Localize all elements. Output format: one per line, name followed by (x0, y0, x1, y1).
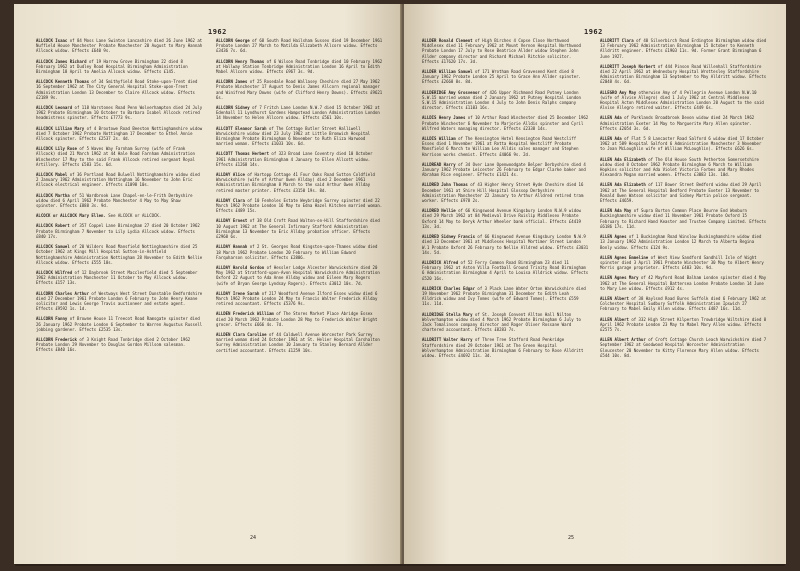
probate-entry (216, 151, 384, 167)
right-page-number: 25 (568, 535, 575, 541)
probate-entry (422, 234, 590, 255)
probate-entry (36, 213, 204, 218)
probate-entry (216, 218, 384, 239)
entry-text: of 3 Knight Road Tonbridge died 2 October 1962 Probate London 29 November to Douglas Gordon Millsom salesman. Effects £840 16s. (36, 336, 191, 353)
probate-entry (36, 79, 204, 100)
entry-text: of 44 Caldwell Avenue Worcester Park Surrey married woman died 24 October 1961 at St. Helier Hospital Carshalton Surrey Administration London 10 January to Stanley Bernard Allder certified accountant. Effects £1259 10s. (216, 331, 380, 353)
probate-entry (422, 312, 590, 333)
entry-text: of 118 Warstones Road Penn Wolverhampton died 24 July 1962 Probate Birmingham 10 October to Barbara Isabel Allcock retired headmistress spinster. Effects £7773 9s. (36, 105, 203, 121)
probate-entry (36, 337, 204, 353)
entry-name: ALLCORN Sidney (216, 105, 250, 111)
probate-entry (36, 291, 204, 312)
entry-name: ALLCORN George (216, 38, 250, 43)
entry-text: of 52 Ferry Common Road Birmingham 23 died 11 February 1962 at Aston Villa Football Ground Trinity Road Birmingham 6 Administration Birmingham 4 April to Louisa Alldrick widow. Effects £520 16s. (422, 259, 589, 281)
entry-text: of Parklands Broadbrook Devon widow died 24 March 1962 Administration Exeter 14 May to Marguerite Mary Allen spinster. Effects £2054 3s. 6d. (600, 115, 755, 131)
entry-text: of The Kensington Hotel Kensington Road Westcliff Essex died 1 November 1961 at Rotta Hospital Westcliff Probate Mansfield 6 March to William Leo Alldis sales manager and Stephen Harrison works chemist. Effects £4066 9s. 2d. (422, 136, 579, 157)
entry-text: of 20 Wilders Road Mansfield Nottinghamshire died 25 October 1962 at Kings Mill Hospital Sutton-in-Ashfield Nottinghamshire Administration Nottingham 28 November to Edith Nellie Allcock widow. Effects £555 18s. (36, 244, 203, 265)
probate-entry (422, 208, 590, 229)
probate-entry (216, 291, 384, 307)
probate-entry (36, 126, 204, 142)
right-column-1 (422, 38, 590, 363)
entry-name: ALLDRED Nellie (422, 208, 456, 214)
probate-entry (216, 105, 384, 121)
entry-text: of Flat 5 8 Lancaster Road Salford 6 widow died 17 October 1962 at 589 Hospital Salford 6 Administration Manchester 3 November to Joan McLoughlin wife of William McLoughlin). Effects £626 6s. (600, 136, 764, 152)
probate-entry (36, 38, 204, 54)
entry-text: of The Stores Market Place Abridge Essex died 20 March 1962 Probate London 28 May to Frederick Walter Bright grocer. Effects £666 4s. 7d. (216, 311, 378, 327)
entry-text: of 12 Daybrook Street Macclesfield died 5 September 1962 Administration Manchester 11 October to May Allcock widow. Effects £157 13s. (36, 269, 198, 286)
entry-name: ALLEN Ada Elizabeth (600, 156, 646, 162)
entry-text: of 42 Mayford Road Balham London spinster died 4 May 1962 at The General Hospital Battersea London Probate London 14 June to Mary Lee widow. Effects £912 4s. (600, 275, 767, 291)
entry-text: of 43 Higher Henry Street Hyde Cheshire died 16 December 1961 at Shire Hill Hospital Glossop Derbyshire Administration Manchester 22 January to Arthur Alldred retired tram worker. Effects £978 2s. (422, 182, 584, 204)
entry-name: ALLEN Agnes Mary (600, 275, 639, 281)
entry-name: ALLCOCK Robert (36, 223, 70, 229)
right-year: 1962 (584, 28, 603, 36)
entry-text: of 10 Fenholes Estate Weybridge Surrey spinster died 22 March 1962 Probate London 16 May to Edna Hazel Kitchen married woman. Effects £489 15s. (216, 197, 383, 214)
entry-name: ALLDERIDGE Amy Grosvenor (422, 89, 480, 95)
entry-name: ALLCOCK Leonard (36, 105, 73, 111)
entry-name: ALLCOCK Samuel (36, 244, 70, 250)
probate-entry (216, 59, 384, 75)
entry-text: of 444 Pinson Road Willenhall Staffordshire died 22 April 1962 at Wednesbury Hospital Wrottesley Staffordshire Administration Birmingham 13 September to May Alldritt widow. Effects £2048 4s. 6d. (600, 63, 767, 85)
entry-name: ALLDRICK Alfred (422, 259, 459, 265)
probate-entry (216, 265, 384, 286)
entry-text: of High Birches 4 Copse Close Northwood Middlesex died 11 February 1962 at Mount Vernon Hospital Northwood Probate London 17 July to Rose Beatrice Allder widow Stephen John Allder company director and Richard Michael Ritchie solicitor. Effects £17620 17s. 3d. (422, 38, 581, 64)
entry-text: of 3 Plack Lane Water Orton Warwickshire died 19 November 1962 Probate Birmingham 31 December to Edith Leah Alldrick widow and Ivy Tomes (wife of Edward Tomes). Effects £559 11s. 11d. (422, 285, 586, 307)
entry-text: See ALCOCK or ALLCOCK. (108, 213, 162, 219)
entry-text: of 36 Portland Road Bulwell Nottinghamshire widow died 2 January 1962 Administration Nottingham 16 November to John Eric Allcock electrical engineer. Effects £1098 10s. (36, 172, 200, 188)
entry-text: of 2 St. Georges Road Kingston-upon-Thames widow died 18 March 1962 Probate London 20 February to William Edward Farquharson solicitor. Effects £2886. (216, 244, 378, 260)
probate-entry (600, 317, 768, 333)
entry-text: of Three Tree Stafford Road Penkridge Staffordshire died 29 October 1961 at The Green Hospital Wolverhampton Administration Birmingham 6 February to Rose Alldritt widow. Effects £4692 11s. 3d. (422, 337, 584, 358)
probate-entry (422, 162, 590, 178)
entry-name: ALLCOCK Lily Rose (36, 146, 77, 152)
entry-name: ALLCOCK Mabel (36, 172, 68, 178)
entry-text: of 7 Fritch Lane London N.W.7 died 15 October 1962 at Edenhall 11 Lyndhurst Gardens Hampstead London Administration London 14 November to Helen Allcorn widow. Effects £561 10s. (216, 105, 380, 121)
probate-entry (600, 90, 768, 111)
probate-entry (600, 64, 768, 85)
probate-entry (600, 275, 768, 291)
entry-name: ALLEN Ada (600, 115, 622, 121)
probate-entry (600, 234, 768, 250)
entry-text: of 25 Rosedale Road Wallasey Cheshire died 27 May 1962 Probate Winchester 17 August to Denis James Allcorn regional manager and Winifred Mary Downs (wife of Clifford Henry Downs). Effects £9621 6s. (216, 79, 383, 100)
entry-name: ALLCOTT Thomas Herbert (216, 151, 269, 157)
entry-text: of 68 South Road Hailsham Sussex died 19 December 1961 Probate London 27 March to Matilda Elizabeth Allcorn widow. Effects £3436 7s. 6d. (216, 38, 383, 54)
entry-name: ALLDRED John Thomas (422, 182, 468, 188)
entry-name: ALLEN Albert Arthur (600, 337, 646, 343)
entry-text: of Hessler Lodge Alcester Warwickshire died 20 May 1962 at Stratford-upon-Avon Hospital Warwickshire Administration Oxford 22 August to Ada Anne Allday widow and Eileen Mary Rogers (wife of Bryan George Lyndsay Rogers). Effects £3012 10s. 7d. (216, 264, 380, 286)
entry-name: ALLDAY Ernest (216, 218, 248, 224)
entry-text: of Westways West Street Dunstable Bedfordshire died 27 December 1961 Probate London 6 February to John Henry Keane solicitor and Lewis George Travis auctioneer and estate agent. Effects £9592 1s. 1d. (36, 290, 203, 312)
entry-name: ALLEN Ada Elizabeth (600, 182, 646, 188)
entry-name: ALLEN Agnes Emmeline (600, 254, 649, 260)
probate-entry (422, 38, 590, 64)
entry-name: ALLEN Agnes (600, 234, 627, 240)
entry-text: of 19 Harrow Grove Birmingham 22 died 8 February 1962 at Dudley Road Hospital Birmingham Administration Birmingham 18 April to Amelia Allcock widow. Effects £145. (36, 58, 188, 75)
entry-name: ALLDRITT Clara (600, 38, 634, 43)
entry-text: of 66 Kingswood Avenue Kingsbury London N.W.9 died 13 December 1961 at Middlesex Hospital Mortimer Street London W.1 Probate Oxford 26 February to Nellie Alldred widow. Effects £3031 14s. 5d. (422, 234, 589, 255)
entry-text: of Supra Burton Common Place Bourne End Wooburn Buckinghamshire widow died 11 November 1961 Probate Oxford 15 February to Richard Hand Keaster and Trustee Company Limited. Effects £6186 17s. 11d. (600, 208, 767, 229)
right-column-2 (600, 38, 768, 363)
probate-entry (600, 38, 768, 59)
entry-text: of 426 Upper Richmond Road Putney London S.W.15 married woman died 2 January 1962 at Putney Hospital London S.W.15 Administration London 4 July to John Denis Ralphs company director. Effects £1103 16s. (422, 89, 581, 111)
entry-text: of Browne House 11 Treecot Road Ramsgate spinster died 26 January 1962 Probate London 6 September to Warren Augustus Russell jobbing gardener. Effects £2535 13s. (36, 316, 203, 332)
entry-name: ALLCOCK Kenneth Thomas (36, 79, 89, 85)
entry-text: of 40 Silverbirch Road Erdington Birmingham widow died 13 February 1962 Administration Birmingham 15 October to Kenneth Alldritt engineer. Effects £1903 11s. 9d. Former Grant Birmingham 6 June 1927. (600, 38, 767, 59)
entry-name: ALLEN Ada (600, 136, 622, 142)
entry-name: ALLEN Ada May (600, 208, 632, 214)
entry-name: ALLDREAD Harry (422, 161, 456, 167)
probate-entry (600, 255, 768, 271)
left-column-1 (36, 38, 204, 358)
entry-name: ALLDAY Alice (216, 172, 245, 178)
probate-entry (36, 59, 204, 75)
entry-text: of Hartopp Cottage 41 Four Oaks Road Sutton Coldfield Warwickshire (wife of Arthur Owen Allday) died 2 December 1961 Administration Birmingham 8 March to the said Arthur Owen Allday retired master printer. Effects £3150 19s. 8d. (216, 172, 375, 193)
probate-entry (36, 146, 204, 167)
probate-entry (36, 172, 204, 188)
probate-entry (600, 208, 768, 229)
entry-name: ALLCORN Charles Arthur (36, 290, 89, 296)
probate-entry (216, 198, 384, 214)
entry-name: ALLCOTT Eleanor Sarah (216, 125, 267, 131)
entry-name: ALLEN Albert (600, 316, 629, 322)
entry-name: ALLCOCK Martha (36, 192, 70, 198)
entry-name: ALLDAY Clara (216, 197, 245, 203)
probate-entry (216, 311, 384, 327)
probate-entry (216, 126, 384, 147)
entry-name: ALLCOCK Wilfred (36, 269, 73, 275)
entry-name: ALLEGRO Amy May (600, 89, 637, 95)
probate-entry (422, 136, 590, 157)
probate-entry (422, 286, 590, 307)
probate-entry (216, 172, 384, 193)
entry-name: ALLDAY Hannah (216, 244, 248, 250)
entry-text: of 171 Wrotham Road Gravesend Kent died 8 January 1962 Probate London 25 April to Grace Ann Allder spinster. Effects £2668 8s. 8d. (422, 69, 581, 85)
entry-name: ALLCORN Fanny (36, 316, 68, 322)
probate-entry (36, 270, 204, 286)
entry-name: ALLDAY Irene Sarah (216, 290, 260, 296)
entry-text: of 38 Old Croft Road Walton-on-Hill Staffordshire died 10 August 1962 at The General Infirmary Stafford Administration Birmingham 13 November to Eric Allday probation officer. Effects £2968 6s. (216, 218, 380, 240)
entry-text: of 51 Wardbrook Lane Chapel-en-le-Frith Derbyshire widow died 6 April 1962 Probate Manchester 4 May to May Shaw spinster. Effects £888 3s. 9d. (36, 192, 193, 209)
probate-entry (422, 90, 590, 111)
left-column-2 (216, 38, 384, 358)
entry-text: of 84 Moss Lane Swinton Lancashire died 26 June 1962 at Nuffield House Manchester Probate Manchester 20 August to Mary Hannah Allcock widow. Effects £640 9s. (36, 38, 203, 54)
entry-text: otherwise Amy of 4 Pellegrin Avenue London N.W.10 (wife of Alvise Allegro) died 1 July 1962 at Central Middlesex Hospital Acton Middlesex Administration London 20 August to the said Alvise Allegro retired waiter. Effects £449 6s. (600, 89, 764, 111)
entry-name: ALLDRITT Joseph Norbert (600, 63, 656, 69)
entry-text: of The Cottage Butler Street Halliwell Warwickshire widow died 23 July 1962 at Little Bromwich Hospital Birmingham Probate Birmingham 6 November to Ruth Eliza Harwood married woman. Effects £1033 10s. 6d. (216, 125, 371, 147)
left-page-number: 24 (250, 535, 257, 541)
entry-name: ALLCOCK Lillian Mary (36, 125, 85, 131)
right-page (404, 4, 786, 564)
probate-entry (600, 182, 768, 203)
entry-name: ALLDIS William (422, 136, 456, 142)
entry-name: ALLDRIDGE Stella Mary (422, 311, 473, 317)
entry-name: ALLDEN Frederick William (216, 311, 274, 317)
probate-entry (422, 115, 590, 131)
left-year: 1962 (208, 28, 227, 36)
entry-text: of 34 Over Lane Openwoodgate Belper Derbyshire died 4 January 1962 Probate Leicester 26 February to Edgar Clarke baker and Abraham Rice engineer. Effects £1421 4s. (422, 161, 586, 178)
entry-name: ALLCORN Henry Thomas (216, 58, 265, 64)
probate-entry (422, 182, 590, 203)
open-book (14, 4, 786, 566)
entry-name: ALLCORN Frederick (36, 336, 77, 342)
entry-text: of 357 Coppel Lane Birmingham 27 died 20 October 1962 Probate Birmingham 7 November to Lily Lydia Allcock widow. Effects £840 17s. (36, 223, 200, 239)
entry-text: of St. Joseph Convent Allton Hall Nilton Wolverhampton widow died 4 March 1962 Probate Birmingham 6 July to Jack Tomalinson company director and Roger Oliver Rossane Ward chartered accountant. Effects £8283 7s. (422, 311, 581, 333)
probate-entry (600, 337, 768, 358)
entry-name: ALLDER Ronald Clement (422, 38, 473, 43)
probate-entry (36, 244, 204, 265)
entry-text: of 5 Waves Way Farnham Surrey (wife of Frank Allcock) died 21 March 1962 at 44 Hale Road Farnham Administration Winchester 17 May to the said Frank Allcock retired sergeant Royal Artillery. Effects £583 15s. 6d. (36, 146, 195, 167)
probate-entry (600, 115, 768, 131)
entry-name: ALLCOCK Isaac (36, 38, 68, 43)
probate-entry (216, 79, 384, 100)
entry-text: of 6 Wilson Road Tonbridge died 10 February 1962 at Hallway Station Tonbridge Administration London 16 April to Edith Mabel Allcorn widow. Effects £967 3s. 9d. (216, 58, 383, 75)
entry-text: of Croft Cottage Church Leach Warwickshire died 7 September 1962 at Goodwood Hospital Worcester Administration Gloucester 20 November to Kitty Florence Mary Allen widow. Effects £544 10s. 8d. (600, 337, 767, 358)
entry-text: of 217 Woodford Avenue Ilford Essex widow died 6 March 1962 Probate London 24 May to Francis Walter Frederick Allday retired accountant. Effects £5376 9s. (216, 290, 378, 307)
entry-text: of 1 Buckingham Road Winslow Buckinghamshire widow died 13 January 1962 Administration London 12 March to Alberta Regina Bonly widow. Effects £124 9s. (600, 234, 762, 250)
entry-name: ALLEN Albert (600, 295, 629, 301)
entry-text: of 34 Smithyfield Road Stoke-upon-Trent died 16 September 1962 at The City General Hospital Stoke-upon-Trent Administration London 13 December to Claire Allcock widow. Effects £2189 9s. (36, 79, 198, 100)
entry-text: of The Old House South Petherton Somersetshire widow died 8 October 1962 Probate Birmingham 6 March to William Hopkins solicitor and Ada Violet Victoria Forbes and Mary Rhodes Alexandra Mogan married women. Effects £3083 13s. 10d. (600, 156, 759, 178)
probate-entry (216, 332, 384, 353)
entry-name: ALLDRICK Charles Edgar (422, 285, 475, 291)
probate-entry (36, 316, 204, 332)
entry-name: ALCOCK or ALLCOCK Mary Ellen. (36, 213, 106, 219)
entry-name: ALLDER William Samuel (422, 69, 473, 75)
entry-text: of 38 Haylsnd Road Bures Suffolk died 6 February 1962 at Colchester Hospital Sudbury Suffolk Administration Ipswich 27 February to Mabel Emily Allen widow. Effects £487 16s. 11d. (600, 295, 767, 312)
probate-entry (600, 136, 768, 152)
entry-name: ALLDRED Sidney Francis (422, 234, 475, 240)
probate-entry (422, 337, 590, 358)
probate-entry (600, 157, 768, 178)
entry-name: ALLDIS Henry James (422, 115, 466, 121)
probate-entry (36, 105, 204, 121)
entry-name: ALLDRITT Walter Harry (422, 337, 473, 343)
entry-text: of 117 Bower Street Bedford widow died 29 April 1962 at The General Hospital Bedford Probate Exeter 13 November to Ronald Owen Watson solicitor and Sidney Martin police sergeant. Effects £4659. (600, 182, 762, 204)
probate-entry (36, 223, 204, 239)
entry-text: of 10 Arthur Road Winchester died 25 December 1962 Probate Winchester 6 November to Marjorie Alldis spinster and Cyril Wilfred Waters managing director. Effects £2338 14s. (422, 115, 589, 131)
probate-entry (216, 244, 384, 260)
probate-entry (216, 38, 384, 54)
entry-text: of 332 High Street Kilperton Trowbridge Wiltshire died 8 April 1962 Probate London 23 May to Mabel Mary Allen widow. Effects £2575 7s. (600, 316, 767, 332)
probate-entry (36, 193, 204, 209)
probate-entry (422, 69, 590, 85)
entry-name: ALLCORN James (216, 79, 248, 85)
entry-name: ALLCOCK James Richard (36, 58, 87, 64)
probate-entry (422, 260, 590, 281)
entry-text: of 4 Broxtowe Road Beeston Nottinghamshire widow died 7 October 1962 Probate Nottingham 17 December to Ethel Annie Allcock spinster. Effects £2537 2s. 4d. (36, 125, 203, 142)
entry-text: of 66 Kingswood Avenue Kingsbury London N.W.9 widow died 29 March 1962 at 84 Medieval Drive Ruislip Middlesex Probate Oxford 14 May to Deryk Arthur Wheeler bank official. Effects £4419 13s. 3d. (422, 208, 581, 229)
entry-text: of West View Sandford Sandhill Isle of Wight spinster died 3 April 1961 Probate Winchester 30 May to Albert Henry Morris garage proprietor. Effects £403 10s. 9d. (600, 254, 764, 271)
entry-name: ALLDAY Harold Gordon (216, 264, 265, 270)
probate-entry (600, 296, 768, 312)
entry-name: ALLDEN Clara Caroline (216, 331, 267, 337)
left-page (14, 4, 402, 564)
entry-text: of 323 Broad Lane Coventry died 10 October 1961 Administration Birmingham 4 January to Ellen Allcott widow. Effects £1268 14s. (216, 151, 373, 167)
